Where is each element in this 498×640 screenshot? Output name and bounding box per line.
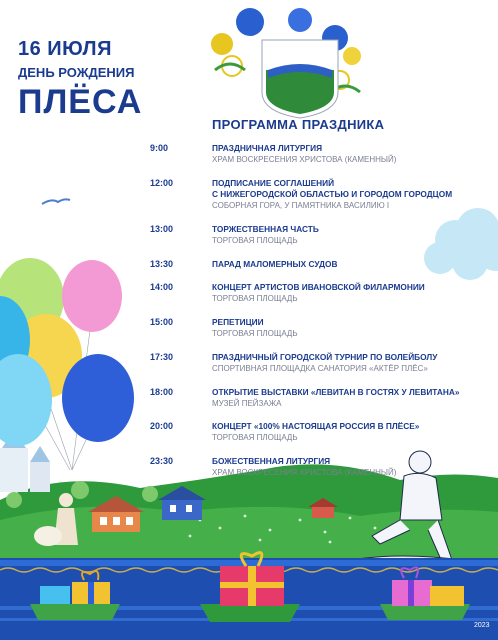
event-time: 9:00 xyxy=(150,143,169,153)
event-title: БОЖЕСТВЕННАЯ ЛИТУРГИЯ xyxy=(212,456,331,466)
event-time: 23:30 xyxy=(150,456,174,466)
event-place: ТОРГОВАЯ ПЛОЩАДЬ xyxy=(212,329,298,338)
event-place: СПОРТИВНАЯ ПЛОЩАДКА САНАТОРИЯ «АКТЁР ПЛЁС» xyxy=(212,364,428,373)
event-place: ХРАМ ВОСКРЕСЕНИЯ ХРИСТОВА (КАМЕННЫЙ) xyxy=(212,468,397,477)
event-title: ПАРАД МАЛОМЕРНЫХ СУДОВ xyxy=(212,259,338,269)
event-place: ХРАМ ВОСКРЕСЕНИЯ ХРИСТОВА (КАМЕННЫЙ) xyxy=(212,155,397,164)
city-name: ПЛЁСА xyxy=(18,83,143,121)
event-place: ТОРГОВАЯ ПЛОЩАДЬ xyxy=(212,294,298,303)
event-title: ТОРЖЕСТВЕННАЯ ЧАСТЬ xyxy=(212,224,319,234)
event-time: 20:00 xyxy=(150,421,174,431)
event-time: 15:00 xyxy=(150,317,174,327)
event-time: 13:00 xyxy=(150,224,174,234)
event-place: ТОРГОВАЯ ПЛОЩАДЬ xyxy=(212,433,298,442)
event-title: ОТКРЫТИЕ ВЫСТАВКИ «ЛЕВИТАН В ГОСТЯХ У ЛЕВИТАНА» xyxy=(212,387,460,397)
program-title: ПРОГРАММА ПРАЗДНИКА xyxy=(212,117,385,132)
poster-header xyxy=(18,38,142,120)
bird-icon xyxy=(42,199,70,204)
event-title: ПОДПИСАНИЕ СОГЛАШЕНИЙ xyxy=(212,178,335,188)
event-place: ТОРГОВАЯ ПЛОЩАДЬ xyxy=(212,236,298,245)
event-title: ПРАЗДНИЧНЫЙ ГОРОДСКОЙ ТУРНИР ПО ВОЛЕЙБОЛУ xyxy=(212,352,438,362)
event-place: СОБОРНАЯ ГОРА, У ПАМЯТНИКА ВАСИЛИЮ I xyxy=(212,201,390,210)
event-title: КОНЦЕРТ «100% НАСТОЯЩАЯ РОССИЯ В ПЛЁСЕ» xyxy=(212,421,420,431)
event-title-line-2: С НИЖЕГОРОДСКОЙ ОБЛАСТЬЮ И ГОРОДОМ ГОРОДЦОМ xyxy=(212,189,453,199)
event-date: 16 ИЮЛЯ xyxy=(18,38,112,60)
event-time: 17:30 xyxy=(150,352,174,362)
event-title: РЕПЕТИЦИИ xyxy=(212,317,264,327)
event-time: 18:00 xyxy=(150,387,174,397)
event-place: МУЗЕЙ ПЕЙЗАЖА xyxy=(212,399,282,408)
event-title: ПРАЗДНИЧНАЯ ЛИТУРГИЯ xyxy=(212,143,323,153)
balloons-icon xyxy=(0,258,134,470)
event-time: 14:00 xyxy=(150,282,174,292)
year-label: 2023 xyxy=(474,622,490,629)
event-title: КОНЦЕРТ АРТИСТОВ ИВАНОВСКОЙ ФИЛАРМОНИИ xyxy=(212,282,425,292)
event-subtitle: ДЕНЬ РОЖДЕНИЯ xyxy=(18,65,135,80)
coat-of-arms-icon xyxy=(211,8,361,118)
event-time: 12:00 xyxy=(150,178,174,188)
event-time: 13:30 xyxy=(150,259,174,269)
